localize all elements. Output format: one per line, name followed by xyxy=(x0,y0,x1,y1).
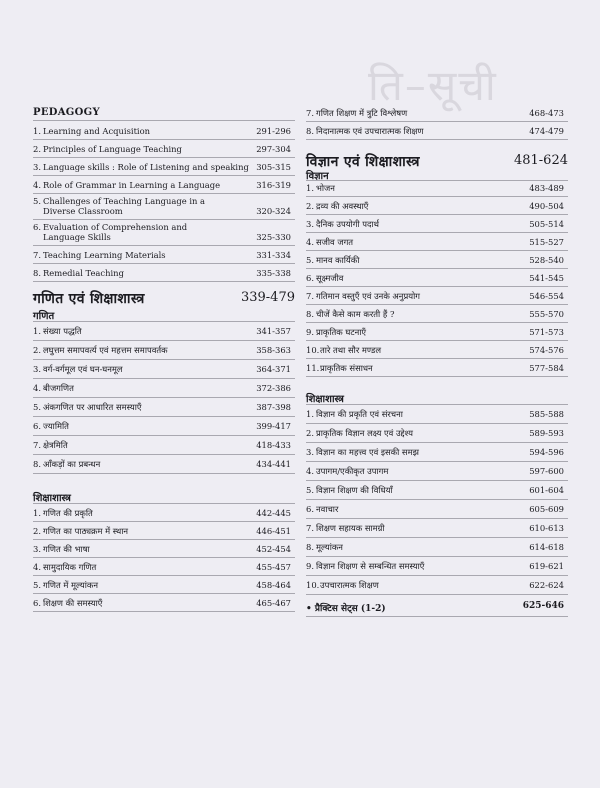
divider xyxy=(33,120,295,121)
science-pedagogy-subheading: शिक्षाशास्त्र xyxy=(306,394,344,405)
list-item: 5. Challenges of Teaching Language in a Diverse Classroom 320-324 xyxy=(33,196,291,216)
math-page-range: 339-479 xyxy=(240,290,295,305)
list-item: 6. Evaluation of Comprehension and Language Skills 325-330 xyxy=(33,222,291,242)
practice-sets-entry: • प्रैक्टिस सेट्स (1-2) 625-646 xyxy=(306,601,564,614)
science-subheading: विज्ञान xyxy=(306,171,329,182)
show-through-text: ति–सूची xyxy=(368,61,498,110)
contents-page: ति–सूची PEDAGOGY 1. Learning and Acquisition 291-296 2. Principles of Language Teaching 297-304 3. Language skills : Role of Listening and speaking 305-315 4. Role of Grammar in Learning a Language 316-319 5. Challenges of Teaching Language in a Diverse Classroom 320-324 6. Evaluation of Comprehension and Language Skills 325-330 7. Teaching Learning Materials 331-334 8. Remedial Teaching 335-338 गणित एवं शिक्षाशास्त्र 339-479 गणित 1. संख्या पद्धति 341-357 2. लघुत्तम समापवर्त्य एवं महत्तम समापवर्तक 358-363 3. वर्ग-वर्गमूल एवं घन-घनमूल 364-371 4. बीजगणित 372-386 5. अंकगणित पर आधारित समस्याएँ 387-398 6. ज्यामिति 399-417 7. क्षेत्रमिति 418-433 8. आँकड़ों का प्रबन्धन 434-441 शिक्षाशास्त्र 1. गणित की प्रकृति 442-445 2. गणित का पाठ्यक्रम में स्थान 446-451 3. गणित की भाषा 452-454 4. सामुदायिक गणित 455-457 5. गणित में मूल्यांकन 458-464 6. शिक्षण की समस्याएँ 465-467 7. गणित शिक्षण में त्रुटि विश्लेषण 468-473 8. निदानात्मक एवं उपचारात्मक शिक्षण 474-479 विज्ञान एवं शिक्षाशास्त्र 481-624 विज्ञान 1. भोजन 483-489 2. द्रव्य की अवस्थाएँ 490-504 3. दैनिक उपयोगी पदार्थ 505-514 4. सजीव जगत 515-527 5. मानव कार्यिकी 528-540 6. सूक्ष्मजीव 541-545 7. गतिमान वस्तुएँ एवं उनके अनुप्रयोग 546-554 8. चीजें कैसे काम करती हैं ? 555-570 9. प्राकृतिक घटनाएँ 571-573 10. तारे तथा सौर मण्डल 574-576 11. प्राकृतिक संसाधन 577-584 शिक्षाशास्त्र 1. विज्ञान की प्रकृति एवं संरचना 585-588 2. प्राकृतिक विज्ञान लक्ष्य एवं उद्देश्य 589-593 3. विज्ञान का महत्त्व एवं इसकी समझ 594-596 4. उपागम/एकीकृत उपागम 597-600 5. विज्ञान शिक्षण की विधियाँ 601-604 6. नवाचार 605-609 7. शिक्षण सहायक सामग्री 610-613 8. मूल्यांकन 614-618 9. विज्ञान शिक्षण से सम्बन्धित समस्याएँ 619-621 10. उपचारात्मक शिक्षण 622-624 • प्रैक्टिस सेट्स (1-2) 625-646 xyxy=(0,0,600,788)
pedagogy-heading: PEDAGOGY xyxy=(33,107,100,118)
math-pedagogy-subheading: शिक्षाशास्त्र xyxy=(33,493,71,504)
science-heading: विज्ञान एवं शिक्षाशास्त्र xyxy=(306,154,420,170)
math-heading: गणित एवं शिक्षाशास्त्र xyxy=(33,291,145,307)
math-subheading: गणित xyxy=(33,311,55,322)
science-page-range: 481-624 xyxy=(513,153,568,168)
